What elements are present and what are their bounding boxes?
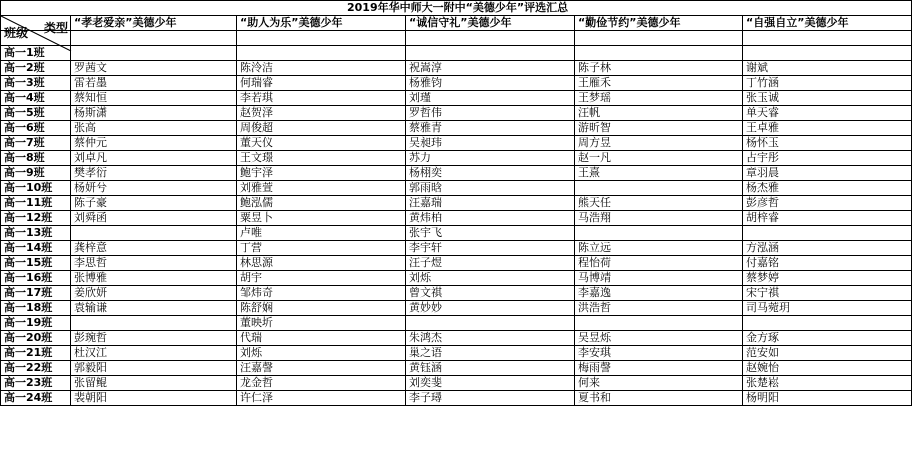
table-cell[interactable] [406, 31, 575, 46]
student-name-cell[interactable]: 汪子煜 [406, 256, 575, 271]
table-row [1, 226, 912, 241]
student-name-cell[interactable]: 黄钰涵 [406, 361, 575, 376]
header-cell[interactable]: “孝老爱亲”美德少年 [71, 16, 237, 31]
class-name-cell[interactable]: 高一16班 [1, 271, 71, 286]
student-name-cell[interactable]: 邹炜奇 [237, 286, 406, 301]
table-row [1, 61, 912, 76]
corner-type-label: 类型 [43, 21, 68, 35]
table-cell[interactable] [71, 31, 237, 46]
class-name-cell[interactable]: 高一4班 [1, 91, 71, 106]
header-row [1, 16, 912, 31]
student-name-cell[interactable] [237, 46, 406, 61]
table-row [1, 151, 912, 166]
student-name-cell[interactable]: 苏力 [406, 151, 575, 166]
student-name-cell[interactable]: 彭彦哲 [743, 196, 912, 211]
student-name-cell[interactable]: 赵一凡 [575, 151, 743, 166]
student-name-cell[interactable]: 张宇飞 [406, 226, 575, 241]
student-name-cell[interactable]: 金方琢 [743, 331, 912, 346]
student-name-cell[interactable]: 刘瑾 [406, 91, 575, 106]
student-name-cell[interactable]: 杜汉江 [71, 346, 237, 361]
student-name-cell[interactable]: 蔡梦婷 [743, 271, 912, 286]
student-name-cell[interactable]: 林思源 [237, 256, 406, 271]
student-name-cell[interactable]: 王雁禾 [575, 76, 743, 91]
table-cell[interactable] [575, 31, 743, 46]
student-name-cell[interactable]: 陈舒娴 [237, 301, 406, 316]
student-name-cell[interactable]: 周方昱 [575, 136, 743, 151]
table-row [1, 271, 912, 286]
student-name-cell[interactable]: 马博靖 [575, 271, 743, 286]
table-row [1, 241, 912, 256]
table-row [1, 46, 912, 61]
student-name-cell[interactable]: 罗茜文 [71, 61, 237, 76]
student-name-cell[interactable]: 杨杰雅 [743, 181, 912, 196]
class-name-cell[interactable]: 高一10班 [1, 181, 71, 196]
student-name-cell[interactable] [71, 226, 237, 241]
student-name-cell[interactable] [575, 226, 743, 241]
table-row [1, 301, 912, 316]
student-name-cell[interactable]: 吴昱烁 [575, 331, 743, 346]
student-name-cell[interactable]: 游昕智 [575, 121, 743, 136]
table-cell[interactable] [743, 31, 912, 46]
student-name-cell[interactable]: 程怡荷 [575, 256, 743, 271]
student-name-cell[interactable]: 蔡雅青 [406, 121, 575, 136]
student-name-cell[interactable]: 杨妍兮 [71, 181, 237, 196]
student-name-cell[interactable]: 张留鲲 [71, 376, 237, 391]
student-name-cell[interactable]: 梅雨謦 [575, 361, 743, 376]
student-name-cell[interactable]: 吴昶玮 [406, 136, 575, 151]
student-name-cell[interactable]: 袁输谦 [71, 301, 237, 316]
class-name-cell[interactable]: 高一2班 [1, 61, 71, 76]
student-name-cell[interactable]: 粟昱卜 [237, 211, 406, 226]
student-name-cell[interactable]: 雷若墨 [71, 76, 237, 91]
student-name-cell[interactable]: 杨斯潇 [71, 106, 237, 121]
student-name-cell[interactable]: 丁营 [237, 241, 406, 256]
student-name-cell[interactable]: 范安如 [743, 346, 912, 361]
table-row [1, 256, 912, 271]
class-name-cell[interactable]: 高一19班 [1, 316, 71, 331]
student-name-cell[interactable]: 董天仪 [237, 136, 406, 151]
student-name-cell[interactable]: 曾文祺 [406, 286, 575, 301]
student-name-cell[interactable]: 刘卓凡 [71, 151, 237, 166]
student-name-cell[interactable]: 方泓涵 [743, 241, 912, 256]
student-name-cell[interactable]: 汪帆 [575, 106, 743, 121]
student-name-cell[interactable]: 朱鸿杰 [406, 331, 575, 346]
student-name-cell[interactable]: 李嘉逸 [575, 286, 743, 301]
student-name-cell[interactable] [575, 316, 743, 331]
class-name-cell[interactable]: 高一1班 [1, 46, 71, 61]
header-cell[interactable]: “勤俭节约”美德少年 [575, 16, 743, 31]
student-name-cell[interactable]: 何来 [575, 376, 743, 391]
header-cell[interactable]: “助人为乐”美德少年 [237, 16, 406, 31]
class-name-cell[interactable]: 高一12班 [1, 211, 71, 226]
student-name-cell[interactable] [743, 316, 912, 331]
student-name-cell[interactable]: 卢唯 [237, 226, 406, 241]
student-name-cell[interactable] [575, 46, 743, 61]
student-name-cell[interactable] [71, 46, 237, 61]
title-row [1, 1, 912, 16]
table-row [1, 76, 912, 91]
student-name-cell[interactable]: 陈泠洁 [237, 61, 406, 76]
student-name-cell[interactable]: 杨雅钧 [406, 76, 575, 91]
student-name-cell[interactable]: 祝嵩淳 [406, 61, 575, 76]
student-name-cell[interactable]: 周俊超 [237, 121, 406, 136]
table-row [1, 211, 912, 226]
student-name-cell[interactable]: 鲍泓儒 [237, 196, 406, 211]
student-name-cell[interactable]: 章羽晨 [743, 166, 912, 181]
student-name-cell[interactable]: 蔡知恒 [71, 91, 237, 106]
student-name-cell[interactable]: 郭毅阳 [71, 361, 237, 376]
table-row [1, 331, 912, 346]
student-name-cell[interactable]: 刘烁 [406, 271, 575, 286]
student-name-cell[interactable]: 王梦瑶 [575, 91, 743, 106]
class-name-cell[interactable]: 高一7班 [1, 136, 71, 151]
student-name-cell[interactable]: 巢之语 [406, 346, 575, 361]
class-name-cell[interactable]: 高一23班 [1, 376, 71, 391]
header-cell[interactable]: “自强自立”美德少年 [743, 16, 912, 31]
student-name-cell[interactable]: 赵婉怡 [743, 361, 912, 376]
table-row [1, 196, 912, 211]
table-row [1, 346, 912, 361]
student-name-cell[interactable]: 刘奕斐 [406, 376, 575, 391]
table-row [1, 376, 912, 391]
student-name-cell[interactable]: 杨明阳 [743, 391, 912, 406]
student-name-cell[interactable]: 彭琬哲 [71, 331, 237, 346]
blank-row [1, 31, 912, 46]
student-name-cell[interactable] [406, 46, 575, 61]
student-name-cell[interactable]: 杨栩奕 [406, 166, 575, 181]
table-row [1, 91, 912, 106]
student-name-cell[interactable]: 龙金哲 [237, 376, 406, 391]
student-name-cell[interactable]: 黄炜柏 [406, 211, 575, 226]
student-name-cell[interactable]: 裴朝阳 [71, 391, 237, 406]
table-cell[interactable] [237, 31, 406, 46]
student-name-cell[interactable]: 代瑞 [237, 331, 406, 346]
student-name-cell[interactable]: 姜欣妍 [71, 286, 237, 301]
student-name-cell[interactable]: 杨怀玉 [743, 136, 912, 151]
student-name-cell[interactable]: 占宇彤 [743, 151, 912, 166]
class-name-cell[interactable]: 高一13班 [1, 226, 71, 241]
class-name-cell[interactable]: 高一21班 [1, 346, 71, 361]
table-row [1, 136, 912, 151]
table-row [1, 121, 912, 136]
student-name-cell[interactable]: 李宇轩 [406, 241, 575, 256]
student-name-cell[interactable]: 张高 [71, 121, 237, 136]
student-name-cell[interactable]: 陈立远 [575, 241, 743, 256]
student-name-cell[interactable]: 许仁泽 [237, 391, 406, 406]
student-name-cell[interactable]: 郭雨晗 [406, 181, 575, 196]
student-name-cell[interactable] [406, 316, 575, 331]
table-row [1, 166, 912, 181]
student-name-cell[interactable]: 张博雅 [71, 271, 237, 286]
student-name-cell[interactable]: 熊天任 [575, 196, 743, 211]
student-name-cell[interactable]: 赵贺泽 [237, 106, 406, 121]
student-name-cell[interactable]: 樊孝衍 [71, 166, 237, 181]
student-name-cell[interactable]: 董映圻 [237, 316, 406, 331]
table-row [1, 286, 912, 301]
sheet-title[interactable]: 2019年华中师大一附中“美德少年”评选汇总 [1, 1, 912, 16]
corner-header-cell[interactable] [1, 16, 71, 40]
student-name-cell[interactable]: 胡梓睿 [743, 211, 912, 226]
class-name-cell[interactable]: 高一18班 [1, 301, 71, 316]
student-name-cell[interactable]: 汪嘉瑞 [406, 196, 575, 211]
student-name-cell[interactable]: 蔡仲元 [71, 136, 237, 151]
student-name-cell[interactable]: 李安琪 [575, 346, 743, 361]
class-name-cell[interactable]: 高一11班 [1, 196, 71, 211]
student-name-cell[interactable]: 李思哲 [71, 256, 237, 271]
class-name-cell[interactable]: 高一24班 [1, 391, 71, 406]
class-name-cell[interactable]: 高一15班 [1, 256, 71, 271]
table-row [1, 361, 912, 376]
student-name-cell[interactable] [575, 181, 743, 196]
student-name-cell[interactable]: 何瑞睿 [237, 76, 406, 91]
student-name-cell[interactable]: 马浩翔 [575, 211, 743, 226]
student-name-cell[interactable]: 黄妙妙 [406, 301, 575, 316]
student-name-cell[interactable]: 胡宇 [237, 271, 406, 286]
table-row [1, 106, 912, 121]
student-name-cell[interactable]: 洪浩哲 [575, 301, 743, 316]
student-name-cell[interactable]: 夏书和 [575, 391, 743, 406]
student-name-cell[interactable]: 付嘉铭 [743, 256, 912, 271]
student-name-cell[interactable]: 张玉诚 [743, 91, 912, 106]
student-name-cell[interactable]: 罗哲伟 [406, 106, 575, 121]
class-name-cell[interactable]: 高一8班 [1, 151, 71, 166]
student-name-cell[interactable] [743, 46, 912, 61]
header-cell[interactable]: “诚信守礼”美德少年 [406, 16, 575, 31]
table-row [1, 181, 912, 196]
corner-class-label: 班级 [4, 26, 29, 40]
class-name-cell[interactable]: 高一17班 [1, 286, 71, 301]
student-name-cell[interactable]: 丁竹涵 [743, 76, 912, 91]
student-name-cell[interactable]: 谢斌 [743, 61, 912, 76]
student-name-cell[interactable]: 李子璕 [406, 391, 575, 406]
student-name-cell[interactable]: 宋宁祺 [743, 286, 912, 301]
class-name-cell[interactable]: 高一6班 [1, 121, 71, 136]
table-row [1, 316, 912, 331]
student-name-cell[interactable]: 王文璟 [237, 151, 406, 166]
student-name-cell[interactable]: 王熹 [575, 166, 743, 181]
student-name-cell[interactable] [743, 226, 912, 241]
student-name-cell[interactable]: 李若琪 [237, 91, 406, 106]
table-row [1, 391, 912, 406]
student-name-cell[interactable]: 王卓雅 [743, 121, 912, 136]
student-name-cell[interactable]: 刘雅萱 [237, 181, 406, 196]
student-name-cell[interactable]: 刘舜函 [71, 211, 237, 226]
class-name-cell[interactable]: 高一5班 [1, 106, 71, 121]
student-name-cell[interactable]: 陈子豪 [71, 196, 237, 211]
student-name-cell[interactable] [71, 316, 237, 331]
student-name-cell[interactable]: 司马菀玥 [743, 301, 912, 316]
student-name-cell[interactable]: 汪嘉謦 [237, 361, 406, 376]
class-name-cell[interactable]: 高一20班 [1, 331, 71, 346]
student-name-cell[interactable]: 刘烁 [237, 346, 406, 361]
student-name-cell[interactable]: 陈子林 [575, 61, 743, 76]
class-name-cell[interactable]: 高一9班 [1, 166, 71, 181]
student-name-cell[interactable]: 龚梓意 [71, 241, 237, 256]
class-name-cell[interactable]: 高一22班 [1, 361, 71, 376]
class-name-cell[interactable]: 高一14班 [1, 241, 71, 256]
student-name-cell[interactable]: 鲍宇泽 [237, 166, 406, 181]
student-name-cell[interactable]: 张楚崧 [743, 376, 912, 391]
class-name-cell[interactable]: 高一3班 [1, 76, 71, 91]
student-name-cell[interactable]: 单天睿 [743, 106, 912, 121]
